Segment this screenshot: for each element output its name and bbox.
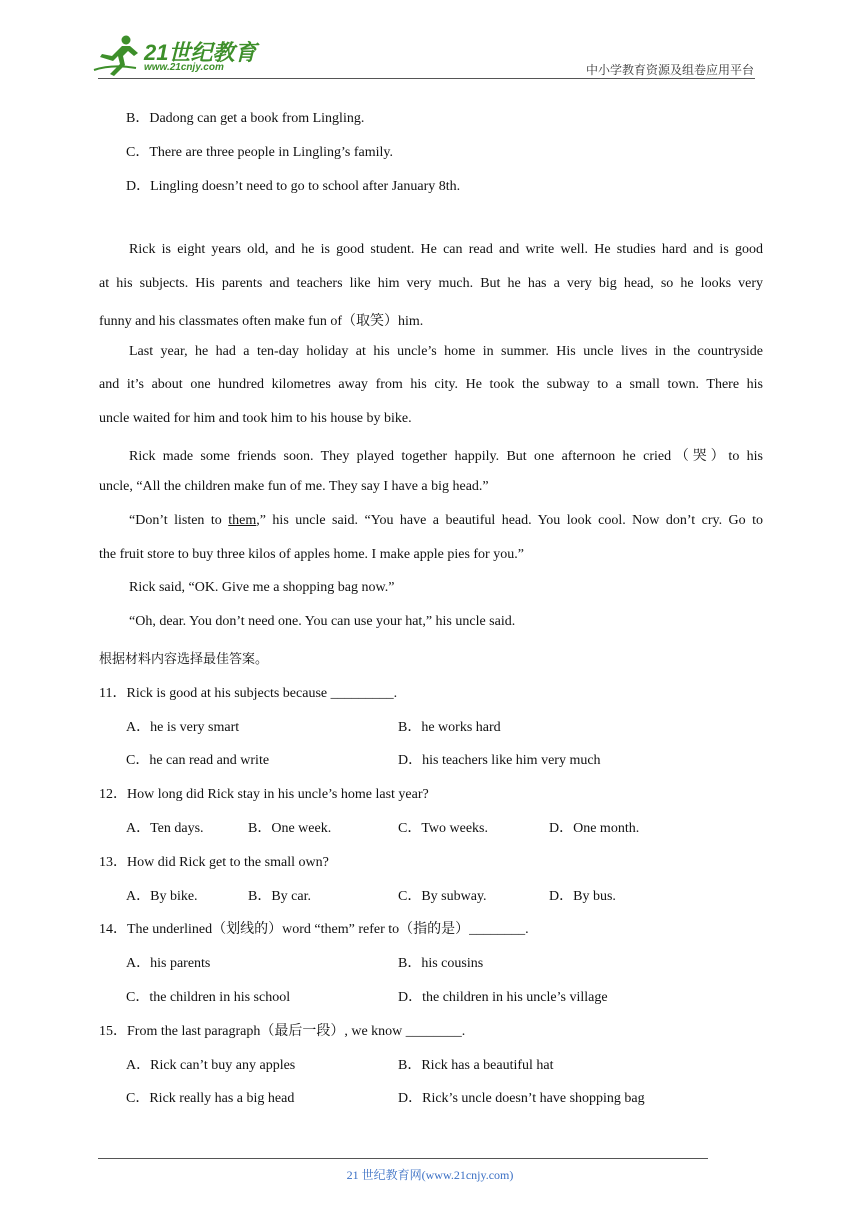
- underlined-word-them: them: [228, 513, 257, 528]
- q14-option-b[interactable]: B．his cousins: [398, 956, 484, 971]
- footer-divider: [98, 1158, 708, 1159]
- q12-option-b[interactable]: B．One week.: [248, 821, 332, 836]
- passage-text: “Don’t listen to: [129, 513, 229, 528]
- passage-line: uncle waited for him and took him to his house by bike.: [99, 411, 412, 426]
- q14-option-c[interactable]: C．the children in his school: [126, 990, 291, 1005]
- q12-option-a[interactable]: A．Ten days.: [126, 821, 204, 836]
- q13-option-d[interactable]: D．By bus.: [549, 889, 616, 904]
- prev-option-b: B．Dadong can get a book from Lingling.: [126, 111, 365, 126]
- q13-option-b[interactable]: B．By car.: [248, 889, 311, 904]
- q15-option-d[interactable]: D．Rick’s uncle doesn’t have shopping bag: [398, 1091, 645, 1106]
- prev-option-d: D．Lingling doesn’t need to go to school after January 8th.: [126, 179, 461, 194]
- passage-line: Rick said, “OK. Give me a shopping bag now.”: [129, 580, 395, 595]
- q14-option-d[interactable]: D．the children in his uncle’s village: [398, 990, 608, 1005]
- passage-line: Rick made some friends soon. They played together happily. But one afternoon he cried（哭）to his: [129, 449, 763, 464]
- passage-line: the fruit store to buy three kilos of apples home. I make apple pies for you.”: [99, 547, 524, 562]
- q11-option-a[interactable]: A．he is very smart: [126, 720, 240, 735]
- passage-line: Rick is eight years old, and he is good student. He can read and write well. He studies hard and is good: [129, 242, 763, 257]
- question-stem-13: 13．How did Rick get to the small own?: [99, 855, 329, 870]
- page-header: [0, 0, 860, 80]
- passage-text: ,” his uncle said. “You have a beautiful head. You look cool. Now don’t cry. Go to: [256, 513, 764, 528]
- q15-option-a[interactable]: A．Rick can’t buy any apples: [126, 1058, 296, 1073]
- instruction-text: 根据材料内容选择最佳答案。: [99, 652, 269, 667]
- question-stem-15: 15．From the last paragraph（最后一段）, we know ________.: [99, 1024, 466, 1039]
- q11-option-b[interactable]: B．he works hard: [398, 720, 501, 735]
- passage-line: funny and his classmates often make fun of（取笑）him.: [99, 314, 424, 329]
- site-logo: [92, 34, 262, 78]
- passage-line: at his subjects. His parents and teachers like him very much. But he has a very big head, so he looks very: [99, 276, 763, 291]
- q11-option-c[interactable]: C．he can read and write: [126, 753, 270, 768]
- passage-line: Last year, he had a ten-day holiday at his uncle’s home in summer. His uncle lives in the countryside: [129, 344, 763, 359]
- passage-line: and it’s about one hundred kilometres away from his city. He took the subway to a small town. There his: [99, 377, 763, 392]
- page-footer: 21 世纪教育网(www.21cnjy.com): [346, 1168, 514, 1182]
- question-stem-14: 14．The underlined（划线的）word “them” refer to（指的是）________.: [99, 922, 529, 937]
- logo-url-text: www.21cnjy.com: [144, 62, 224, 73]
- q12-option-c[interactable]: C．Two weeks.: [398, 821, 489, 836]
- q15-option-b[interactable]: B．Rick has a beautiful hat: [398, 1058, 554, 1073]
- q13-option-a[interactable]: A．By bike.: [126, 889, 198, 904]
- question-stem-11: 11．Rick is good at his subjects because _________.: [99, 686, 398, 701]
- header-divider: [98, 78, 755, 79]
- runner-logo-icon: [92, 34, 144, 76]
- passage-line: “Oh, dear. You don’t need one. You can use your hat,” his uncle said.: [129, 614, 516, 629]
- prev-option-c: C．There are three people in Lingling’s family.: [126, 145, 393, 160]
- q11-option-d[interactable]: D．his teachers like him very much: [398, 753, 601, 768]
- passage-line: [129, 513, 763, 529]
- passage-line: uncle, “All the children make fun of me. They say I have a big head.”: [99, 479, 489, 494]
- q14-option-a[interactable]: A．his parents: [126, 956, 211, 971]
- q15-option-c[interactable]: C．Rick really has a big head: [126, 1091, 295, 1106]
- q12-option-d[interactable]: D．One month.: [549, 821, 640, 836]
- platform-name: 中小学教育资源及组卷应用平台: [585, 63, 754, 77]
- logo-brand-text: 21世纪教育: [144, 40, 257, 65]
- question-stem-12: 12．How long did Rick stay in his uncle’s home last year?: [99, 787, 429, 802]
- q13-option-c[interactable]: C．By subway.: [398, 889, 487, 904]
